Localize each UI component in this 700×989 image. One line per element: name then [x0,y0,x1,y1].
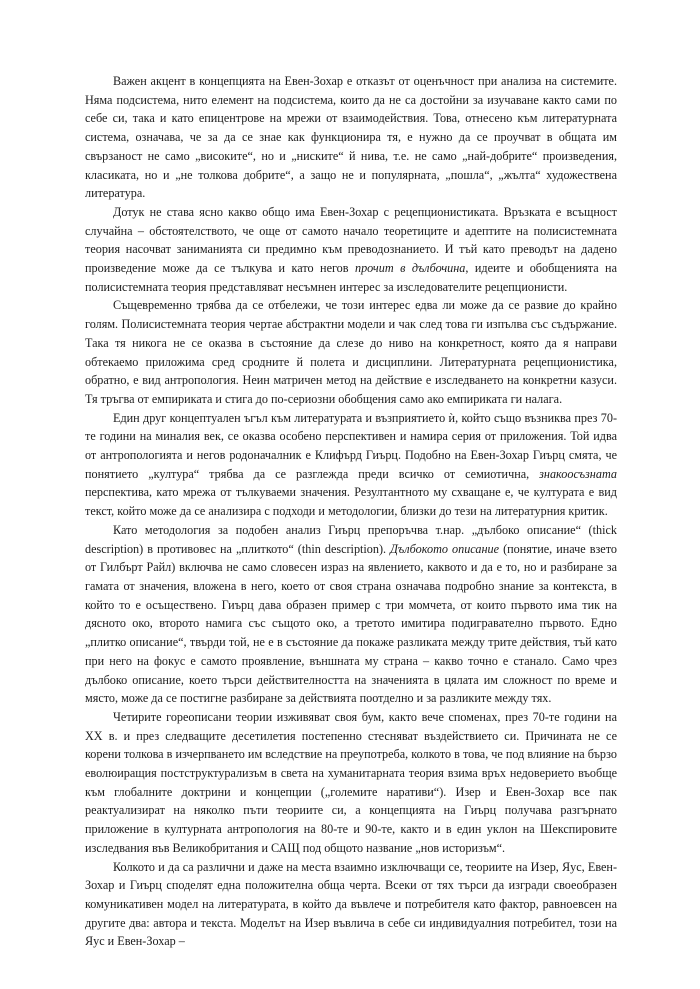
document-page [85,72,617,951]
paragraph-6 [85,708,617,858]
paragraph-2 [85,203,617,297]
paragraph-text: Същевременно трябва да се отбележи, че този интерес едва ли може да се развие до крайно голям. Полисистемната теория чертае абстрактни модели и чак след това ги изпълва със съдържание. Така тя никога не се оказва в състояние да слезе до ниво на конкретност, която да я направи обтекаемо приложима сред сродните й полета и дисциплини. Литературната рецепционистика, обратно, е вид антропология. Неин матричен метод на действие е изследването на конкретни казуси. Тя тръгва от емпириката и стига до по-сериозни обобщения само ако емпириката ги налага. [85,298,617,406]
paragraph-text: Дотук не става ясно какво общо има Евен-Зохар с рецепционистиката. Връзката е всъщност случайна – обстоятелството, че още от самото начало теоретиците и адептите на полисистемната теория насочват заниманията си предимно към преводознанието. И тъй като преводът на дадено произведение може да се тълкува и като негов [85,204,617,276]
paragraph-5 [85,521,617,708]
paragraph-text: Един друг концептуален ъгъл към литературата и възприятието ѝ, който също възниква през 70-те години на миналия век, се оказва особено перспективен и намира серия от приложения. Той идва от антропологията и негов родоначалник е Клифърд Гиърц. Подобно на Евен-Зохар Гиърц смята, че понятието „култура“ трябва да се разглежда преди всичко от семиотична, [85,410,617,481]
paragraph-text: , идеите и обобщенията на полисистемната теория представляват несъмнен интерес за изследователите рецепционисти. [85,261,617,294]
paragraph-3 [85,296,617,408]
paragraph-text: (понятие, иначе взето от Гилбърт Райл) включва не само словесен израз на явлението, каквото и да е то, но и разбиране за гамата от значения, вложена в него, което от своя страна означава подробно знание за контекста, в който то е осъществено. Гиърц дава образен пример с три момчета, от които първото има тик на дясното око, второто намига със същото око, а третото имитира подигравателно първото. Едно „плитко описание“, твърди той, не е в състояние да покаже разликата между трите действия, тъй като при него на фокус е самото проявление, външната му страна – какво точно е станало. Само чрез дълбоко описание, което търси действителността на значенията в цялата им сложност по време и място, може да се постигне разбиране за действията поотделно и за разликите между тях. [85,541,617,706]
paragraph-text: перспектива, като мрежа от тълкуваеми значения. Резултантното му схващане е, че културата е вид текст, който може да се анализира с подходи и методологии, близки до тези на литературния критик. [85,485,617,519]
paragraph-7 [85,858,617,952]
paragraph-text: Като методология за подобен анализ Гиърц препоръчва т.нар. „дълбоко описание“ (thick description) в противовес на „плиткото“ (thin description). [85,522,617,556]
italic-phrase: Дълбокото описание [390,541,500,556]
paragraph-4 [85,409,617,521]
paragraph-text: Колкото и да са различни и даже на места взаимно изключващи се, теориите на Изер, Яус, Евен-Зохар и Гиърц споделят една положителна обща черта. Всеки от тях търси да изгради своеобразен комуникативен модел на литературата, в който да въвлече и потребителя като фактор, равноевсен на другите два: автора и текста. Моделът на Изер въвлича в себе си индивидуалния потребител, този на Яус и Евен-Зохар – [85,859,617,949]
italic-phrase: знакоосъзната [539,466,617,481]
paragraph-text: Важен акцент в концепцията на Евен-Зохар е отказът от оценъчност при анализа на системите. Няма подсистема, нито елемент на подсистема, които да не са достойни за изучаване както сами по себе си, така и като епицентрове на мрежи от взаимодействия. Това, отнесено към литературната система, означава, че за да се знае как функционира тя, е нужно да се проучват в общата им свързаност не само „високите“, но и „ниските“ й нива, т.е. не само „най-добрите“ произведения, класиката, но и „не толкова добрите“, а защо не и популярната, „пошла“, „жълта“ художествена литература. [85,74,617,201]
italic-phrase: прочит в дълбочина [354,261,466,276]
paragraph-1 [85,72,617,203]
paragraph-text: Четирите гореописани теории изживяват своя бум, както вече споменах, през 70-те години на XX в. и през следващите десетилетия постепенно стесняват въздействието си. Причината не се корени толкова в изчерпването им вследствие на преупотреба, колкото в това, че под влияние на бързо еволюиращия постструктурализъм в света на хуманитарната теория взима връх недоверието въобще към глобалните доктрини и концепции („големите наративи“). Изер и Евен-Зохар все пак реактуализират на няколко пъти теориите си, а концепцията на Гиърц получава разгърнато приложение в културната антропология на 80-те и 90-те, както и в един уклон на Шекспировите изследвания във Великобритания и САЩ под общото название „нов историзъм“. [85,709,617,855]
